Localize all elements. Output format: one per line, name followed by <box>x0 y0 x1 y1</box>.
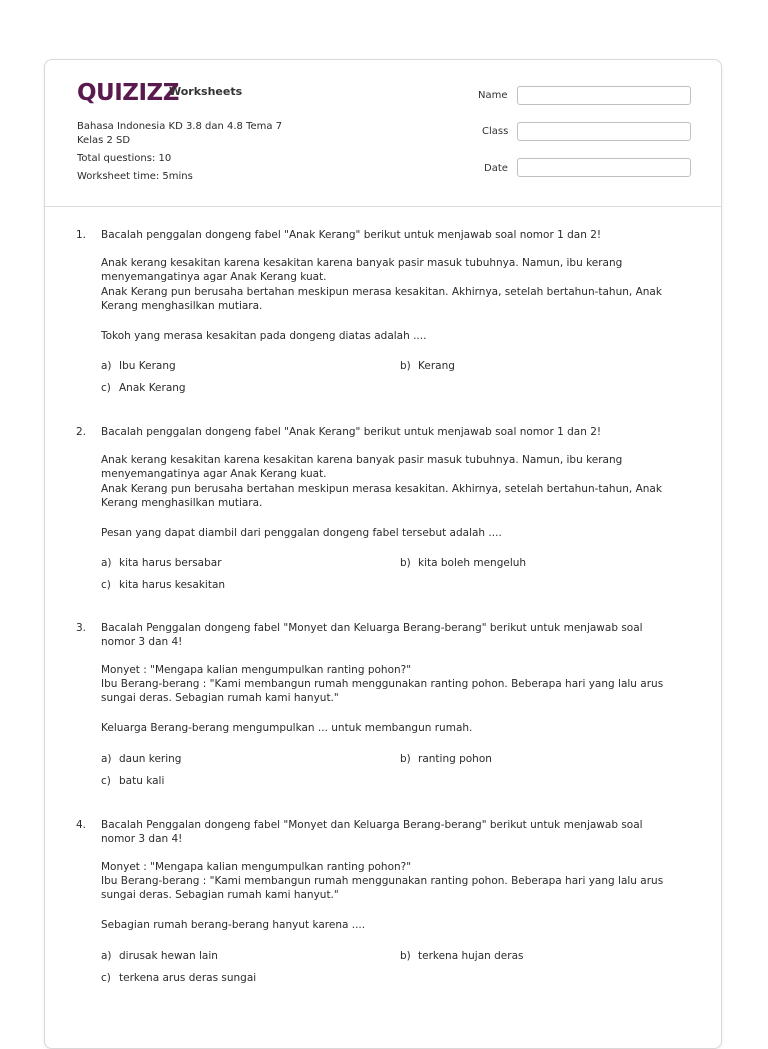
question-stem: Sebagian rumah berang-berang hanyut karena .... <box>101 919 366 931</box>
question-passage: Ibu Berang-berang : "Kami membangun rumah menggunakan ranting pohon. Beberapa hari yang lalu arus sungai deras. Sebagian rumah kami hanyut." <box>101 875 664 901</box>
question-passage: Ibu Berang-berang : "Kami membangun rumah menggunakan ranting pohon. Beberapa hari yang lalu arus sungai deras. Sebagian rumah kami hanyut." <box>101 678 664 704</box>
quizizz-logo: QUIZIZZ <box>77 80 179 106</box>
worksheet-header <box>45 60 721 207</box>
option-text: Kerang <box>418 360 455 372</box>
option-text: batu kali <box>119 775 165 787</box>
question-prompt: Bacalah penggalan dongeng fabel "Anak Kerang" berikut untuk menjawab soal nomor 1 dan 2! <box>101 426 602 438</box>
option-letter: b) <box>400 557 411 569</box>
worksheet-title-line1: Bahasa Indonesia KD 3.8 dan 4.8 Tema 7 <box>77 121 283 132</box>
class-label: Class <box>482 126 509 137</box>
question-prompt: Bacalah penggalan dongeng fabel "Anak Kerang" berikut untuk menjawab soal nomor 1 dan 2! <box>101 229 602 241</box>
question-number: 3. <box>76 622 87 634</box>
option-letter: a) <box>101 557 112 569</box>
option-letter: a) <box>101 360 112 372</box>
option-letter: a) <box>101 950 112 962</box>
question-passage: Anak kerang kesakitan karena kesakitan karena banyak pasir masuk tubuhnya. Namun, ibu kerang menyemangatinya agar Anak Kerang kuat. <box>101 454 623 480</box>
question-passage: Anak Kerang pun berusaha bertahan meskipun merasa kesakitan. Akhirnya, setelah bertahun-tahun, Anak Kerang menghasilkan mutiara. <box>101 286 662 312</box>
option-letter: c) <box>101 382 111 394</box>
worksheet-meta <box>77 120 282 184</box>
option-letter: c) <box>101 775 111 787</box>
worksheet-page <box>44 59 722 1049</box>
option-text: Ibu Kerang <box>119 360 176 372</box>
question-number: 2. <box>76 426 87 438</box>
answer-option-a[interactable] <box>101 752 181 766</box>
option-letter: b) <box>400 360 411 372</box>
option-text: daun kering <box>119 753 182 765</box>
name-field[interactable] <box>517 86 691 105</box>
answer-option-c[interactable] <box>101 774 164 788</box>
answer-option-a[interactable] <box>101 359 176 373</box>
answer-option-c[interactable] <box>101 971 256 985</box>
option-text: Anak Kerang <box>119 382 186 394</box>
worksheet-time: Worksheet time: 5mins <box>77 171 193 182</box>
answer-option-b[interactable] <box>400 949 524 963</box>
question-passage: Monyet : "Mengapa kalian mengumpulkan ranting pohon?" <box>101 664 412 676</box>
answer-option-a[interactable] <box>101 949 218 963</box>
question-number: 4. <box>76 819 87 831</box>
question-passage: Anak kerang kesakitan karena kesakitan karena banyak pasir masuk tubuhnya. Namun, ibu kerang menyemangatinya agar Anak Kerang kuat. <box>101 257 623 283</box>
question-passage: Anak Kerang pun berusaha bertahan meskipun merasa kesakitan. Akhirnya, setelah bertahun-tahun, Anak Kerang menghasilkan mutiara. <box>101 483 662 509</box>
answer-option-b[interactable] <box>400 752 492 766</box>
answer-option-b[interactable] <box>400 556 526 570</box>
option-letter: b) <box>400 753 411 765</box>
question-prompt: Bacalah Penggalan dongeng fabel "Monyet dan Keluarga Berang-berang" berikut untuk menjawab soal nomor 3 dan 4! <box>101 622 643 648</box>
option-text: terkena arus deras sungai <box>119 972 257 984</box>
option-text: terkena hujan deras <box>418 950 524 962</box>
answer-option-a[interactable] <box>101 556 222 570</box>
answer-option-c[interactable] <box>101 381 186 395</box>
option-letter: b) <box>400 950 411 962</box>
total-questions: Total questions: 10 <box>77 153 172 164</box>
option-text: ranting pohon <box>418 753 492 765</box>
question-prompt: Bacalah Penggalan dongeng fabel "Monyet dan Keluarga Berang-berang" berikut untuk menjawab soal nomor 3 dan 4! <box>101 819 643 845</box>
question-stem: Keluarga Berang-berang mengumpulkan ... untuk membangun rumah. <box>101 722 473 734</box>
option-letter: c) <box>101 579 111 591</box>
option-letter: c) <box>101 972 111 984</box>
answer-option-c[interactable] <box>101 578 225 592</box>
question-stem: Pesan yang dapat diambil dari penggalan dongeng fabel tersebut adalah .... <box>101 527 502 539</box>
worksheets-label: Worksheets <box>169 85 243 98</box>
question-number: 1. <box>76 229 87 241</box>
question-stem: Tokoh yang merasa kesakitan pada dongeng diatas adalah .... <box>101 330 427 342</box>
date-label: Date <box>484 163 508 174</box>
answer-option-b[interactable] <box>400 359 455 373</box>
option-letter: a) <box>101 753 112 765</box>
date-field[interactable] <box>517 158 691 177</box>
option-text: kita harus bersabar <box>119 557 222 569</box>
question-passage: Monyet : "Mengapa kalian mengumpulkan ranting pohon?" <box>101 861 412 873</box>
name-label: Name <box>478 90 508 101</box>
class-field[interactable] <box>517 122 691 141</box>
option-text: dirusak hewan lain <box>119 950 218 962</box>
option-text: kita harus kesakitan <box>119 579 226 591</box>
worksheet-title-line2: Kelas 2 SD <box>77 135 131 146</box>
option-text: kita boleh mengeluh <box>418 557 527 569</box>
